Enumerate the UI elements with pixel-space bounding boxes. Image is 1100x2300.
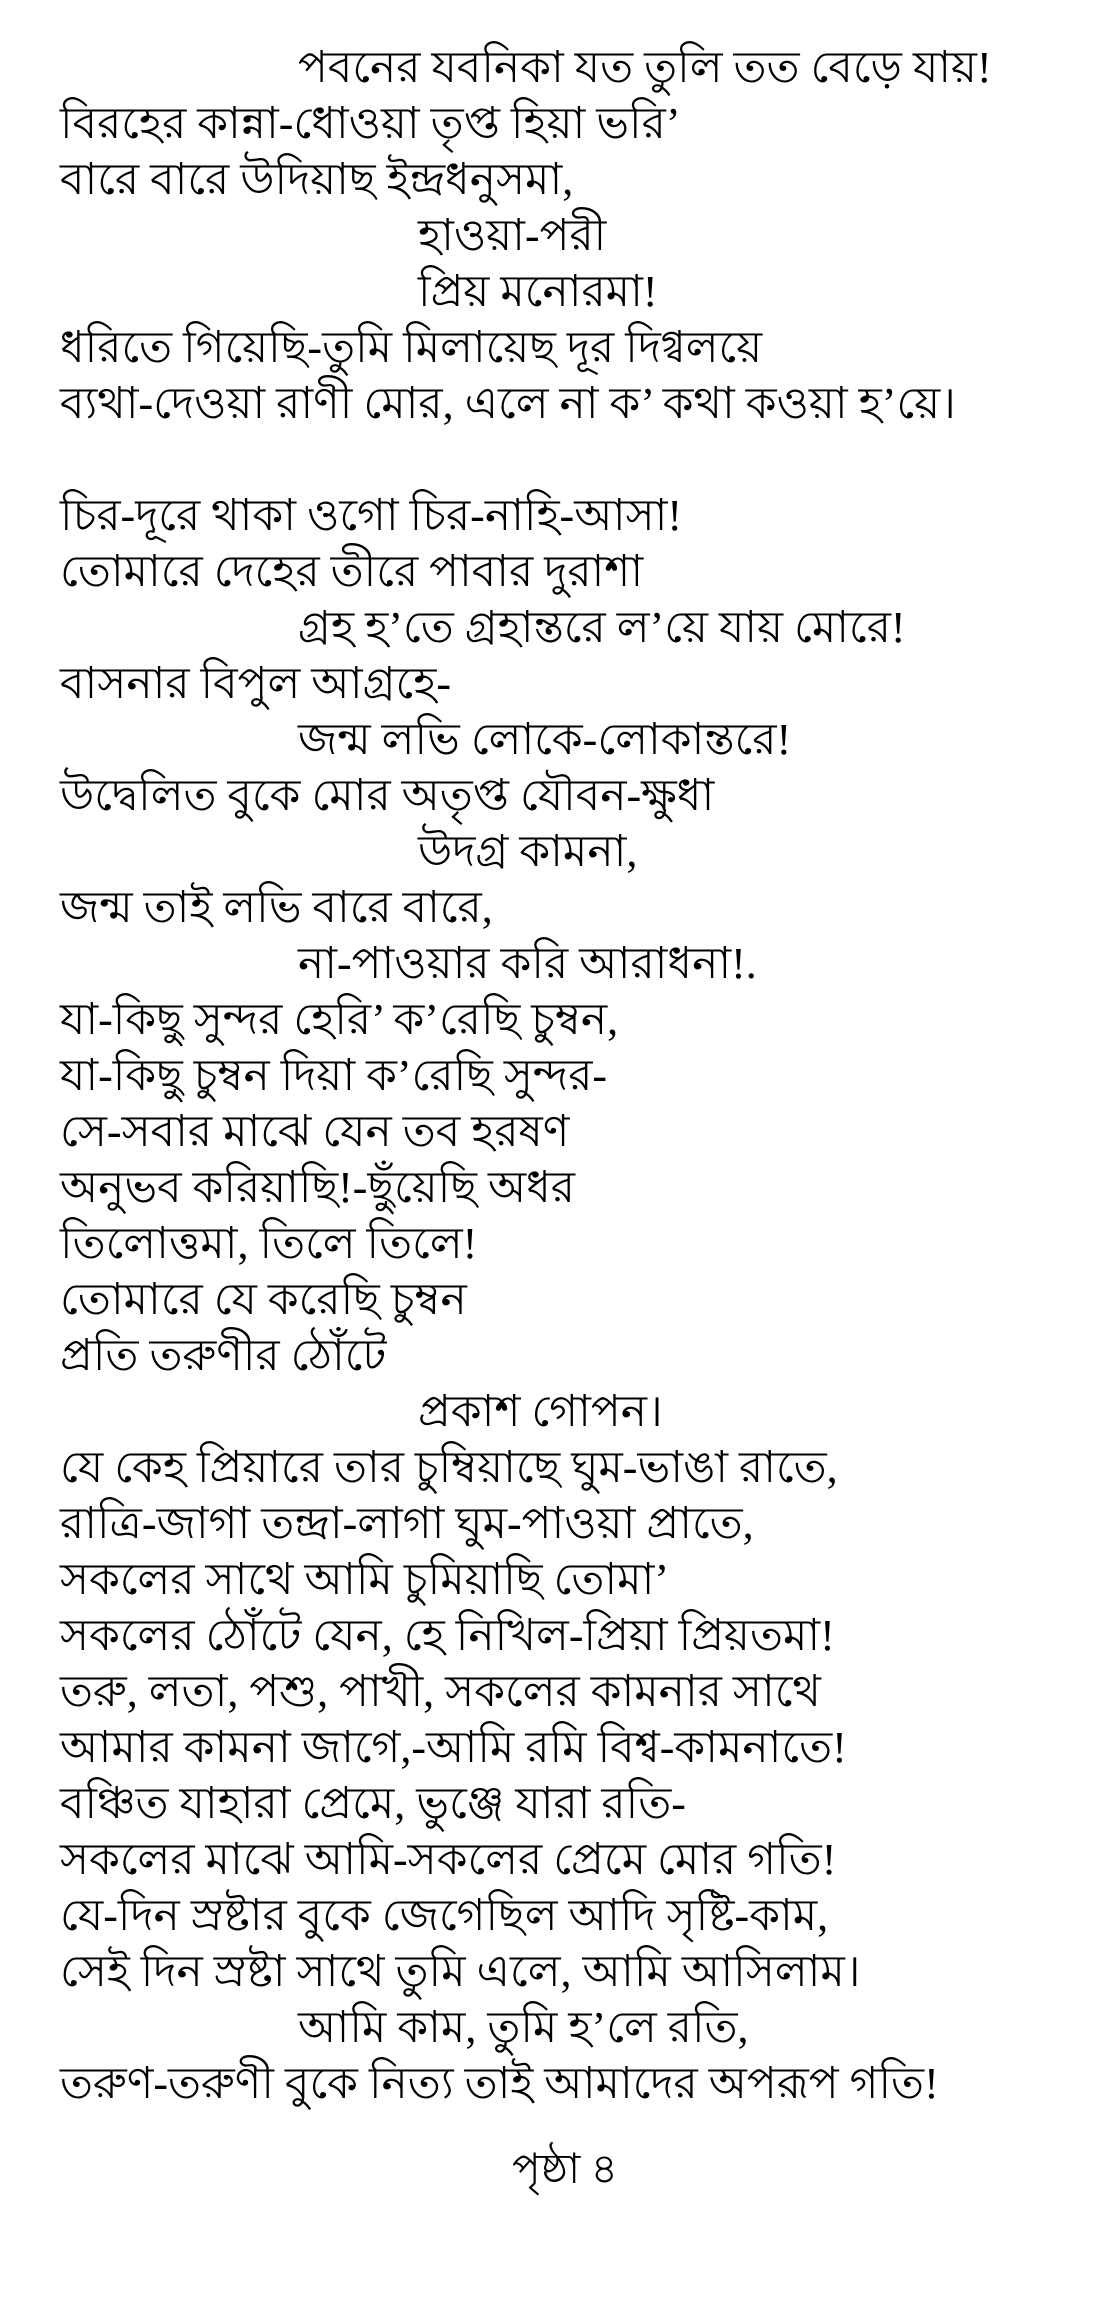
- poem-line: প্রকাশ গোপন।: [418, 1387, 663, 1436]
- poem-line: তোমারে দেহের তীরে পাবার দুরাশা: [60, 547, 644, 596]
- poem-line: জন্ম লভি লোকে-লোকান্তরে!: [298, 715, 792, 764]
- poem-line: তরুণ-তরুণী বুকে নিত্য তাই আমাদের অপরূপ গতি!: [60, 2059, 939, 2108]
- poem-line: যে কেহ প্রিয়ারে তার চুম্বিয়াছে ঘুম-ভাঙা রাতে,: [60, 1443, 838, 1492]
- poem-line: আমি কাম, তুমি হ’লে রতি,: [298, 2003, 749, 2052]
- poem-line: জন্ম তাই লভি বারে বারে,: [60, 883, 493, 932]
- poem-line: যা-কিছু সুন্দর হেরি’ ক’রেছি চুম্বন,: [60, 995, 619, 1044]
- poem-line: বঞ্চিত যাহারা প্রেমে, ভুঞ্জে যারা রতি-: [60, 1779, 686, 1828]
- poem-line: প্রিয় মনোরমা!: [418, 267, 658, 316]
- poem-line: রাত্রি-জাগা তন্দ্রা-লাগা ঘুম-পাওয়া প্রাতে,: [60, 1499, 754, 1548]
- poem-line: সে-সবার মাঝে যেন তব হরষণ: [60, 1107, 570, 1156]
- poem-line: তোমারে যে করেছি চুম্বন: [60, 1275, 467, 1324]
- poem-line: উদগ্র কামনা,: [418, 827, 638, 876]
- page-number: পৃষ্ঠা ৪: [512, 2147, 618, 2193]
- poem-line: বারে বারে উদিয়াছ ইন্দ্রধনুসমা,: [60, 155, 574, 204]
- poem-line: বিরহের কান্না-ধোওয়া তৃপ্ত হিয়া ভরি’: [60, 99, 681, 148]
- poem-line: ব্যথা-দেওয়া রাণী মোর, এলে না ক’ কথা কওয়া হ’য়ে।: [60, 379, 956, 428]
- poem-line: যে-দিন স্রষ্টার বুকে জেগেছিল আদি সৃষ্টি-কাম,: [60, 1891, 829, 1940]
- poem-line: সকলের ঠোঁটে যেন, হে নিখিল-প্রিয়া প্রিয়তমা!: [60, 1611, 835, 1660]
- poem: [60, 40, 1070, 2198]
- stanza-gap: [60, 432, 1070, 488]
- poem-line: না-পাওয়ার করি আরাধনা!.: [298, 939, 757, 988]
- poem-line: সেই দিন স্রষ্টা সাথে তুমি এলে, আমি আসিলাম।: [60, 1947, 861, 1996]
- poem-line: প্রতি তরুণীর ঠোঁটে: [60, 1331, 387, 1380]
- poem-line: ধরিতে গিয়েছি-তুমি মিলায়েছ দূর দিগ্বলয়ে: [60, 323, 763, 372]
- poem-line: বাসনার বিপুল আগ্রহে-: [60, 659, 451, 708]
- poem-lines: [60, 40, 1070, 2112]
- poem-line: উদ্বেলিত বুকে মোর অতৃপ্ত যৌবন-ক্ষুধা: [60, 771, 715, 820]
- poem-line: পবনের যবনিকা যত তুলি তত বেড়ে যায়!: [298, 43, 992, 92]
- poem-line: আমার কামনা জাগে,-আমি রমি বিশ্ব-কামনাতে!: [60, 1723, 847, 1772]
- poem-line: সকলের মাঝে আমি-সকলের প্রেমে মোর গতি!: [60, 1835, 837, 1884]
- poem-line: অনুভব করিয়াছি!-ছুঁয়েছি অধর: [60, 1163, 575, 1212]
- poem-line: সকলের সাথে আমি চুমিয়াছি তোমা’: [60, 1555, 670, 1604]
- poem-line: চির-দূরে থাকা ওগো চির-নাহি-আসা!: [60, 491, 683, 540]
- poem-line: তরু, লতা, পশু, পাখী, সকলের কামনার সাথে: [60, 1667, 821, 1716]
- poem-line: তিলোত্তমা, তিলে তিলে!: [60, 1219, 478, 1268]
- poem-line: হাওয়া-পরী: [418, 211, 607, 260]
- poem-line: যা-কিছু চুম্বন দিয়া ক’রেছি সুন্দর-: [60, 1051, 608, 1100]
- poem-line: গ্রহ হ’তে গ্রহান্তরে ল’য়ে যায় মোরে!: [298, 603, 906, 652]
